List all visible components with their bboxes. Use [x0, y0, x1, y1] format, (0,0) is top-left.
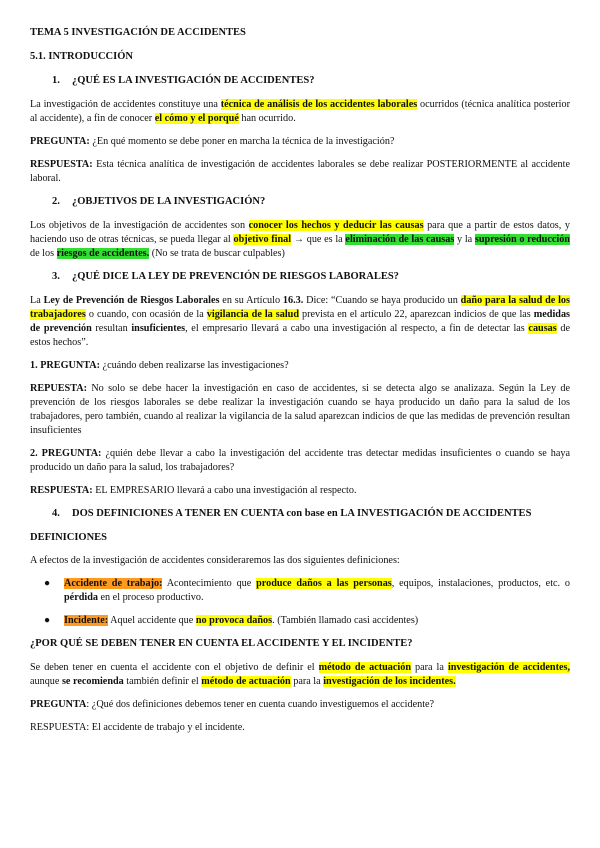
heading-q1-text: ¿QUÉ ES LA INVESTIGACIÓN DE ACCIDENTES? — [72, 75, 315, 86]
paragraph-q1-question — [30, 135, 570, 149]
paragraph-q3-answer-1 — [30, 382, 570, 438]
text-run: Se deben tener en cuenta el accidente con el objetivo de definir el — [30, 662, 319, 673]
definitions-list — [30, 577, 570, 628]
paragraph-q1-definition — [30, 98, 570, 126]
text-run: Acontecimiento que — [162, 578, 257, 589]
bold-text: Ley de Prevención de Riesgos Laborales — [43, 295, 220, 306]
answer-text: Esta técnica analítica de investigación de accidentes laborales se debe realizar POSTERIORMENTE al accidente laboral. — [30, 159, 570, 184]
highlight-yellow: produce daños a las personas — [256, 578, 392, 589]
definitions-heading: DEFINICIONES — [30, 532, 108, 543]
heading-q3 — [52, 270, 570, 284]
paragraph-q1-answer — [30, 158, 570, 186]
text-run: , el empresario llevará a cabo una investigación al respecto, a fin de detectar las — [185, 323, 529, 334]
highlight-yellow: no provoca daños — [195, 615, 273, 626]
text-run: (No se trata de buscar culpables) — [149, 248, 285, 259]
highlight-yellow: técnica de análisis de los accidentes laborales — [220, 99, 418, 110]
text-run: resultan — [91, 323, 132, 334]
text-run: prevista en el artículo 22, aparezcan indicios de que las — [299, 309, 534, 320]
heading-q2-number: 2. — [52, 196, 60, 207]
highlight-yellow: método de actuación — [318, 662, 411, 673]
heading-q2 — [52, 195, 570, 209]
text-run: también definir el — [123, 676, 202, 687]
text-run: Aquel accidente que — [108, 615, 196, 626]
question-text: ¿En qué momento se debe poner en marcha la técnica de la investigación? — [89, 136, 395, 147]
text-run: , equipos, instalaciones, productos, etc. o — [391, 578, 570, 589]
heading-q4 — [52, 507, 570, 521]
heading-q4-text: DOS DEFINICIONES A TENER EN CUENTA — [72, 508, 287, 519]
highlight-yellow: daño para la salud de los trabajadores — [30, 295, 570, 320]
highlight-yellow: objetivo final — [233, 234, 292, 245]
highlight-yellow: el cómo y el porqué — [154, 113, 239, 124]
heading-q4-text: con base en — [286, 508, 338, 519]
question-label: PREGUNTA: — [30, 136, 90, 147]
text-run: ocurridos (técnica analítica posterior al accidente), a fin de conocer — [30, 99, 570, 124]
text-run: para la — [290, 676, 324, 687]
question-text: ¿quién debe llevar a cabo la investigación del accidente tras detectar medidas insuficientes o cuando se haya producido un daño para la salud, los trabajadores? — [30, 448, 570, 473]
heading-q3-text: ¿QUÉ DICE LA LEY DE PREVENCIÓN DE RIESGOS LABORALES? — [72, 271, 399, 282]
paragraph-q3-law — [30, 294, 570, 350]
highlight-yellow: conocer los hechos y deducir las causas — [248, 220, 424, 231]
text-run: aunque — [30, 676, 62, 687]
heading-q3-number: 3. — [52, 271, 60, 282]
highlight-orange: Incidente: — [64, 615, 109, 626]
question-label: 2. PREGUNTA: — [30, 448, 102, 459]
text-run: en el proceso productivo. — [97, 592, 204, 603]
highlight-yellow: investigación de accidentes, — [447, 662, 570, 673]
paragraph-definitions-intro: A efectos de la investigación de accidentes consideraremos las dos siguientes definiciones: — [30, 555, 400, 566]
bold-text: se recomienda — [61, 676, 124, 687]
question-text: : ¿Qué dos definiciones debemos tener en cuenta cuando investiguemos el accidente? — [86, 699, 435, 710]
answer-text: No solo se debe hacer la investigación en caso de accidentes, si se detecta algo se analizaza. Según la Ley de prevención de los riesgos laborales se debe realizar la investigación cuando se haya producido un daño para la salud de los trabajadores, pero también, cuando al realizar la vigilancia de la salud aparezcan indicios de que las medidas de prevención resultan insuficientes — [30, 383, 570, 436]
bold-text: medidas de prevención — [30, 309, 571, 334]
paragraph-q3-question-1 — [30, 359, 570, 373]
highlight-green: eliminación de las causas — [345, 234, 455, 245]
answer-text: EL EMPRESARIO llevará a cabo una investigación al respecto. — [92, 485, 357, 496]
paragraph-q3-question-2 — [30, 447, 570, 475]
text-run: y la — [454, 234, 475, 245]
heading-q1 — [52, 74, 570, 88]
list-item-incident — [30, 614, 570, 628]
answer-label: RESPUESTA: — [30, 159, 93, 170]
text-run: Los objetivos de la investigación de accidentes son — [30, 220, 249, 231]
bold-text: 16.3. — [282, 295, 304, 306]
text-run: han ocurrido. — [238, 113, 296, 124]
highlight-orange: Accidente de trabajo: — [64, 578, 163, 589]
paragraph-q2-objectives — [30, 219, 570, 261]
text-run: Dice: “Cuando se haya producido un — [303, 295, 461, 306]
highlight-yellow: investigación de los incidentes. — [323, 676, 456, 687]
text-run: en su Artículo — [219, 295, 283, 306]
question-label: PREGUNTA — [30, 699, 87, 710]
list-item-accident — [30, 577, 570, 605]
heading-q4-number: 4. — [52, 508, 60, 519]
text-run: o cuando, con ocasión de la — [85, 309, 207, 320]
paragraph-q5-reason — [30, 661, 570, 689]
heading-q2-text: ¿OBJETIVOS DE LA INVESTIGACIÓN? — [72, 196, 266, 207]
highlight-yellow: vigilancia de la salud — [206, 309, 300, 320]
paragraph-q5-question — [30, 698, 570, 712]
bold-text: insuficientes — [131, 323, 186, 334]
bold-text: pérdida — [64, 592, 98, 603]
highlight-green: supresión o reducción — [474, 234, 570, 245]
text-run: La — [30, 295, 44, 306]
heading-q5: ¿POR QUÉ SE DEBEN TENER EN CUENTA EL ACCIDENTE Y EL INCIDENTE? — [30, 638, 413, 649]
paragraph-q3-answer-2 — [30, 484, 570, 498]
text-run: . (También llamado casi accidentes) — [272, 615, 419, 626]
answer-label: REPUESTA: — [30, 383, 87, 394]
text-run: para que a partir de estos datos, y haciendo uso de otras técnicas, se pueda llegar al — [30, 220, 570, 245]
highlight-green: riesgos de accidentes. — [56, 248, 150, 259]
paragraph-q5-answer: RESPUESTA: El accidente de trabajo y el incidente. — [30, 722, 245, 733]
text-run: de los — [30, 248, 57, 259]
answer-label: RESPUESTA: — [30, 485, 93, 496]
highlight-yellow: causas — [528, 323, 557, 334]
question-text: ¿cuándo deben realizarse las investigaciones? — [100, 360, 289, 371]
text-run: La investigación de accidentes constituye una — [30, 99, 221, 110]
text-run: para la — [411, 662, 448, 673]
question-label: 1. PREGUNTA: — [30, 360, 100, 371]
document-title: TEMA 5 INVESTIGACIÓN DE ACCIDENTES — [30, 27, 246, 38]
bullet-icon: ● — [44, 578, 51, 589]
highlight-yellow: método de actuación — [201, 676, 291, 687]
section-heading: 5.1. INTRODUCCIÓN — [30, 51, 133, 62]
heading-q4-text: LA INVESTIGACIÓN DE ACCIDENTES — [337, 508, 532, 519]
text-run: → que es la — [291, 234, 346, 245]
heading-q1-number: 1. — [52, 75, 60, 86]
bullet-icon: ● — [44, 615, 51, 626]
text-run: de estos hechos”. — [30, 323, 571, 348]
